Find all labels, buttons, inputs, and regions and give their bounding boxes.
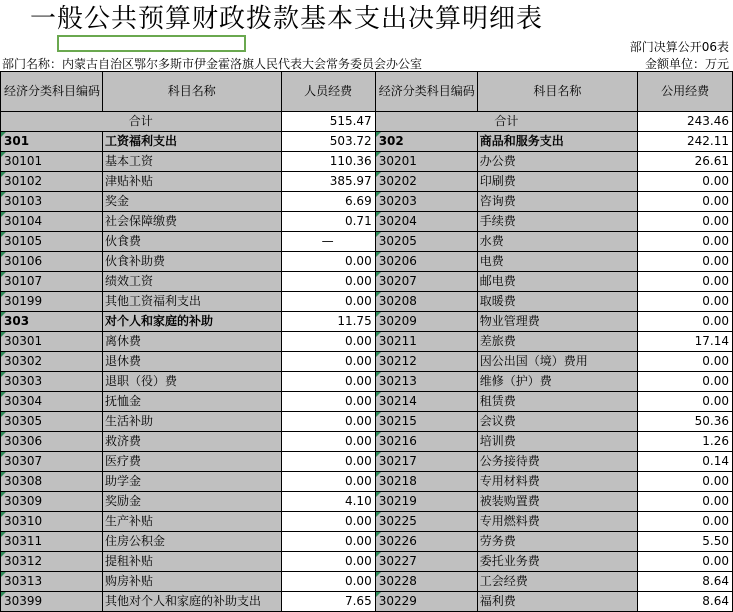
personnel-value-cell[interactable]: 0.00 bbox=[281, 432, 375, 452]
personnel-value-cell[interactable]: 110.36 bbox=[281, 152, 375, 172]
right-name-cell[interactable]: 办公费 bbox=[477, 152, 637, 172]
left-code-cell[interactable]: 30303 bbox=[1, 372, 103, 392]
table-row bbox=[1, 392, 733, 412]
public-value-cell[interactable]: 0.00 bbox=[638, 312, 733, 332]
left-code-cell[interactable]: 30106 bbox=[1, 252, 103, 272]
personnel-value-cell[interactable]: 0.00 bbox=[281, 512, 375, 532]
right-code-cell[interactable]: 30226 bbox=[375, 532, 477, 552]
public-value-cell[interactable]: 50.36 bbox=[638, 412, 733, 432]
personnel-value-cell[interactable]: 4.10 bbox=[281, 492, 375, 512]
public-value-cell[interactable]: 0.00 bbox=[638, 392, 733, 412]
total-personnel[interactable]: 515.47 bbox=[281, 112, 375, 132]
table-row bbox=[1, 432, 733, 452]
amount-unit: 金额单位：万元 bbox=[644, 57, 729, 71]
right-name-cell[interactable]: 邮电费 bbox=[477, 272, 637, 292]
header-name-right[interactable]: 科目名称 bbox=[477, 72, 637, 112]
left-code-cell[interactable]: 30308 bbox=[1, 472, 103, 492]
right-name-cell[interactable]: 维修（护）费 bbox=[477, 372, 637, 392]
left-name-cell[interactable]: 奖金 bbox=[103, 192, 281, 212]
table-row bbox=[1, 352, 733, 372]
public-value-cell[interactable]: 26.61 bbox=[638, 152, 733, 172]
left-name-cell[interactable]: 离休费 bbox=[103, 332, 281, 352]
personnel-value-cell[interactable]: 0.00 bbox=[281, 372, 375, 392]
right-code-cell[interactable]: 30201 bbox=[375, 152, 477, 172]
left-name-cell[interactable]: 退职（役）费 bbox=[103, 372, 281, 392]
left-code-cell[interactable]: 303 bbox=[1, 312, 103, 332]
right-name-cell[interactable]: 被装购置费 bbox=[477, 492, 637, 512]
personnel-value-cell[interactable]: 385.97 bbox=[281, 172, 375, 192]
personnel-value-cell[interactable]: 0.00 bbox=[281, 572, 375, 592]
left-name-cell[interactable]: 抚恤金 bbox=[103, 392, 281, 412]
right-code-cell[interactable]: 30207 bbox=[375, 272, 477, 292]
right-name-cell[interactable]: 因公出国（境）费用 bbox=[477, 352, 637, 372]
table-row bbox=[1, 472, 733, 492]
left-name-cell[interactable]: 住房公积金 bbox=[103, 532, 281, 552]
right-name-cell[interactable]: 福利费 bbox=[477, 592, 637, 612]
table-row bbox=[1, 372, 733, 392]
right-name-cell[interactable]: 水费 bbox=[477, 232, 637, 252]
right-code-cell[interactable]: 30229 bbox=[375, 592, 477, 612]
personnel-value-cell[interactable]: 0.00 bbox=[281, 392, 375, 412]
right-code-cell[interactable]: 30215 bbox=[375, 412, 477, 432]
left-code-cell[interactable]: 30199 bbox=[1, 292, 103, 312]
right-name-cell[interactable]: 专用材料费 bbox=[477, 472, 637, 492]
left-code-cell[interactable]: 30104 bbox=[1, 212, 103, 232]
right-code-cell[interactable]: 30205 bbox=[375, 232, 477, 252]
personnel-value-cell[interactable]: 0.00 bbox=[281, 352, 375, 372]
left-code-cell[interactable]: 30101 bbox=[1, 152, 103, 172]
personnel-value-cell[interactable]: 0.00 bbox=[281, 252, 375, 272]
table-row bbox=[1, 152, 733, 172]
personnel-value-cell[interactable]: 0.00 bbox=[281, 332, 375, 352]
table-row bbox=[1, 452, 733, 472]
right-code-cell[interactable]: 30214 bbox=[375, 392, 477, 412]
left-code-cell[interactable]: 301 bbox=[1, 132, 103, 152]
right-name-cell[interactable]: 电费 bbox=[477, 252, 637, 272]
right-name-cell[interactable]: 工会经费 bbox=[477, 572, 637, 592]
total-label-left[interactable]: 合计 bbox=[1, 112, 282, 132]
public-value-cell[interactable]: 0.00 bbox=[638, 232, 733, 252]
header-public[interactable]: 公用经费 bbox=[638, 72, 733, 112]
table-row bbox=[1, 512, 733, 532]
right-code-cell[interactable]: 30206 bbox=[375, 252, 477, 272]
total-row bbox=[1, 112, 733, 132]
left-name-cell[interactable]: 基本工资 bbox=[103, 152, 281, 172]
header-code-right[interactable]: 经济分类科目编码 bbox=[375, 72, 477, 112]
personnel-value-cell[interactable]: 6.69 bbox=[281, 192, 375, 212]
left-name-cell[interactable]: 奖励金 bbox=[103, 492, 281, 512]
left-name-cell[interactable]: 津贴补贴 bbox=[103, 172, 281, 192]
left-name-cell[interactable]: 其他对个人和家庭的补助支出 bbox=[103, 592, 281, 612]
table-row bbox=[1, 172, 733, 192]
public-value-cell[interactable]: 0.00 bbox=[638, 472, 733, 492]
public-value-cell[interactable]: 0.00 bbox=[638, 252, 733, 272]
left-name-cell[interactable]: 对个人和家庭的补助 bbox=[103, 312, 281, 332]
right-code-cell[interactable]: 30228 bbox=[375, 572, 477, 592]
public-value-cell[interactable]: 242.11 bbox=[638, 132, 733, 152]
left-code-cell[interactable]: 30307 bbox=[1, 452, 103, 472]
right-code-cell[interactable]: 30203 bbox=[375, 192, 477, 212]
right-code-cell[interactable]: 30212 bbox=[375, 352, 477, 372]
header-code-left[interactable]: 经济分类科目编码 bbox=[1, 72, 103, 112]
table-row bbox=[1, 252, 733, 272]
right-name-cell[interactable]: 培训费 bbox=[477, 432, 637, 452]
left-code-cell[interactable]: 30103 bbox=[1, 192, 103, 212]
personnel-value-cell[interactable]: 0.00 bbox=[281, 472, 375, 492]
total-public[interactable]: 243.46 bbox=[638, 112, 733, 132]
table-row bbox=[1, 212, 733, 232]
left-name-cell[interactable]: 伙食费 bbox=[103, 232, 281, 252]
table-row bbox=[1, 312, 733, 332]
public-value-cell[interactable]: 5.50 bbox=[638, 532, 733, 552]
public-value-cell[interactable]: 0.00 bbox=[638, 552, 733, 572]
department-name: 部门名称：内蒙古自治区鄂尔多斯市伊金霍洛旗人民代表大会常务委员会办公室 bbox=[2, 57, 423, 71]
left-name-cell[interactable]: 工资福利支出 bbox=[103, 132, 281, 152]
right-code-cell[interactable]: 30227 bbox=[375, 552, 477, 572]
table-row bbox=[1, 572, 733, 592]
right-code-cell[interactable]: 30218 bbox=[375, 472, 477, 492]
right-code-cell[interactable]: 30209 bbox=[375, 312, 477, 332]
right-code-cell[interactable]: 30211 bbox=[375, 332, 477, 352]
left-name-cell[interactable]: 提租补贴 bbox=[103, 552, 281, 572]
left-code-cell[interactable]: 30301 bbox=[1, 332, 103, 352]
left-name-cell[interactable]: 绩效工资 bbox=[103, 272, 281, 292]
left-code-cell[interactable]: 30312 bbox=[1, 552, 103, 572]
left-code-cell[interactable]: 30302 bbox=[1, 352, 103, 372]
public-value-cell[interactable]: 0.00 bbox=[638, 172, 733, 192]
left-name-cell[interactable]: 救济费 bbox=[103, 432, 281, 452]
report-title: 一般公共预算财政拨款基本支出决算明细表 bbox=[30, 4, 544, 34]
budget-detail-table bbox=[0, 71, 733, 612]
right-code-cell[interactable]: 30213 bbox=[375, 372, 477, 392]
table-row bbox=[1, 132, 733, 152]
left-code-cell[interactable]: 30309 bbox=[1, 492, 103, 512]
right-name-cell[interactable]: 专用燃料费 bbox=[477, 512, 637, 532]
personnel-value-cell[interactable]: 11.75 bbox=[281, 312, 375, 332]
public-value-cell[interactable]: 0.00 bbox=[638, 212, 733, 232]
public-value-cell[interactable]: 0.00 bbox=[638, 352, 733, 372]
table-row bbox=[1, 332, 733, 352]
left-code-cell[interactable]: 30399 bbox=[1, 592, 103, 612]
right-name-cell[interactable]: 会议费 bbox=[477, 412, 637, 432]
table-row bbox=[1, 192, 733, 212]
right-code-cell[interactable]: 302 bbox=[375, 132, 477, 152]
public-value-cell[interactable]: 0.00 bbox=[638, 272, 733, 292]
left-code-cell[interactable]: 30107 bbox=[1, 272, 103, 292]
personnel-value-cell[interactable]: 0.00 bbox=[281, 532, 375, 552]
public-value-cell[interactable]: 0.00 bbox=[638, 372, 733, 392]
left-code-cell[interactable]: 30311 bbox=[1, 532, 103, 552]
left-name-cell[interactable]: 伙食补助费 bbox=[103, 252, 281, 272]
right-name-cell[interactable]: 印刷费 bbox=[477, 172, 637, 192]
total-label-right[interactable]: 合计 bbox=[375, 112, 637, 132]
table-row bbox=[1, 492, 733, 512]
right-code-cell[interactable]: 30204 bbox=[375, 212, 477, 232]
right-name-cell[interactable]: 劳务费 bbox=[477, 532, 637, 552]
header-name-left[interactable]: 科目名称 bbox=[103, 72, 281, 112]
right-name-cell[interactable]: 委托业务费 bbox=[477, 552, 637, 572]
table-row bbox=[1, 532, 733, 552]
table-row bbox=[1, 232, 733, 252]
right-name-cell[interactable]: 公务接待费 bbox=[477, 452, 637, 472]
selected-cell[interactable] bbox=[57, 35, 246, 52]
left-code-cell[interactable]: 30310 bbox=[1, 512, 103, 532]
left-code-cell[interactable]: 30305 bbox=[1, 412, 103, 432]
right-name-cell[interactable]: 取暖费 bbox=[477, 292, 637, 312]
right-name-cell[interactable]: 物业管理费 bbox=[477, 312, 637, 332]
left-name-cell[interactable]: 购房补贴 bbox=[103, 572, 281, 592]
table-row bbox=[1, 552, 733, 572]
personnel-value-cell[interactable]: 0.00 bbox=[281, 452, 375, 472]
right-code-cell[interactable]: 30219 bbox=[375, 492, 477, 512]
personnel-value-cell[interactable]: 0.00 bbox=[281, 272, 375, 292]
left-name-cell[interactable]: 社会保障缴费 bbox=[103, 212, 281, 232]
form-number: 部门决算公开06表 bbox=[629, 40, 729, 54]
public-value-cell[interactable]: 17.14 bbox=[638, 332, 733, 352]
table-row bbox=[1, 272, 733, 292]
personnel-value-cell[interactable]: — bbox=[281, 232, 375, 252]
table-row bbox=[1, 292, 733, 312]
table-row bbox=[1, 412, 733, 432]
header-row bbox=[1, 72, 733, 112]
public-value-cell[interactable]: 0.00 bbox=[638, 192, 733, 212]
public-value-cell[interactable]: 0.00 bbox=[638, 292, 733, 312]
right-name-cell[interactable]: 咨询费 bbox=[477, 192, 637, 212]
public-value-cell[interactable]: 8.64 bbox=[638, 592, 733, 612]
left-code-cell[interactable]: 30313 bbox=[1, 572, 103, 592]
right-name-cell[interactable]: 租赁费 bbox=[477, 392, 637, 412]
table-row bbox=[1, 592, 733, 612]
public-value-cell[interactable]: 1.26 bbox=[638, 432, 733, 452]
left-name-cell[interactable]: 生活补助 bbox=[103, 412, 281, 432]
right-code-cell[interactable]: 30202 bbox=[375, 172, 477, 192]
left-name-cell[interactable]: 退休费 bbox=[103, 352, 281, 372]
personnel-value-cell[interactable]: 0.00 bbox=[281, 292, 375, 312]
left-code-cell[interactable]: 30105 bbox=[1, 232, 103, 252]
right-code-cell[interactable]: 30217 bbox=[375, 452, 477, 472]
personnel-value-cell[interactable]: 503.72 bbox=[281, 132, 375, 152]
personnel-value-cell[interactable]: 0.00 bbox=[281, 552, 375, 572]
right-name-cell[interactable]: 手续费 bbox=[477, 212, 637, 232]
right-code-cell[interactable]: 30216 bbox=[375, 432, 477, 452]
right-code-cell[interactable]: 30225 bbox=[375, 512, 477, 532]
left-code-cell[interactable]: 30306 bbox=[1, 432, 103, 452]
right-name-cell[interactable]: 商品和服务支出 bbox=[477, 132, 637, 152]
public-value-cell[interactable]: 0.00 bbox=[638, 492, 733, 512]
personnel-value-cell[interactable]: 7.65 bbox=[281, 592, 375, 612]
left-code-cell[interactable]: 30304 bbox=[1, 392, 103, 412]
left-name-cell[interactable]: 生产补贴 bbox=[103, 512, 281, 532]
public-value-cell[interactable]: 8.64 bbox=[638, 572, 733, 592]
right-code-cell[interactable]: 30208 bbox=[375, 292, 477, 312]
public-value-cell[interactable]: 0.00 bbox=[638, 512, 733, 532]
left-code-cell[interactable]: 30102 bbox=[1, 172, 103, 192]
personnel-value-cell[interactable]: 0.00 bbox=[281, 412, 375, 432]
right-name-cell[interactable]: 差旅费 bbox=[477, 332, 637, 352]
public-value-cell[interactable]: 0.14 bbox=[638, 452, 733, 472]
header-personnel[interactable]: 人员经费 bbox=[281, 72, 375, 112]
left-name-cell[interactable]: 其他工资福利支出 bbox=[103, 292, 281, 312]
personnel-value-cell[interactable]: 0.71 bbox=[281, 212, 375, 232]
left-name-cell[interactable]: 助学金 bbox=[103, 472, 281, 492]
left-name-cell[interactable]: 医疗费 bbox=[103, 452, 281, 472]
